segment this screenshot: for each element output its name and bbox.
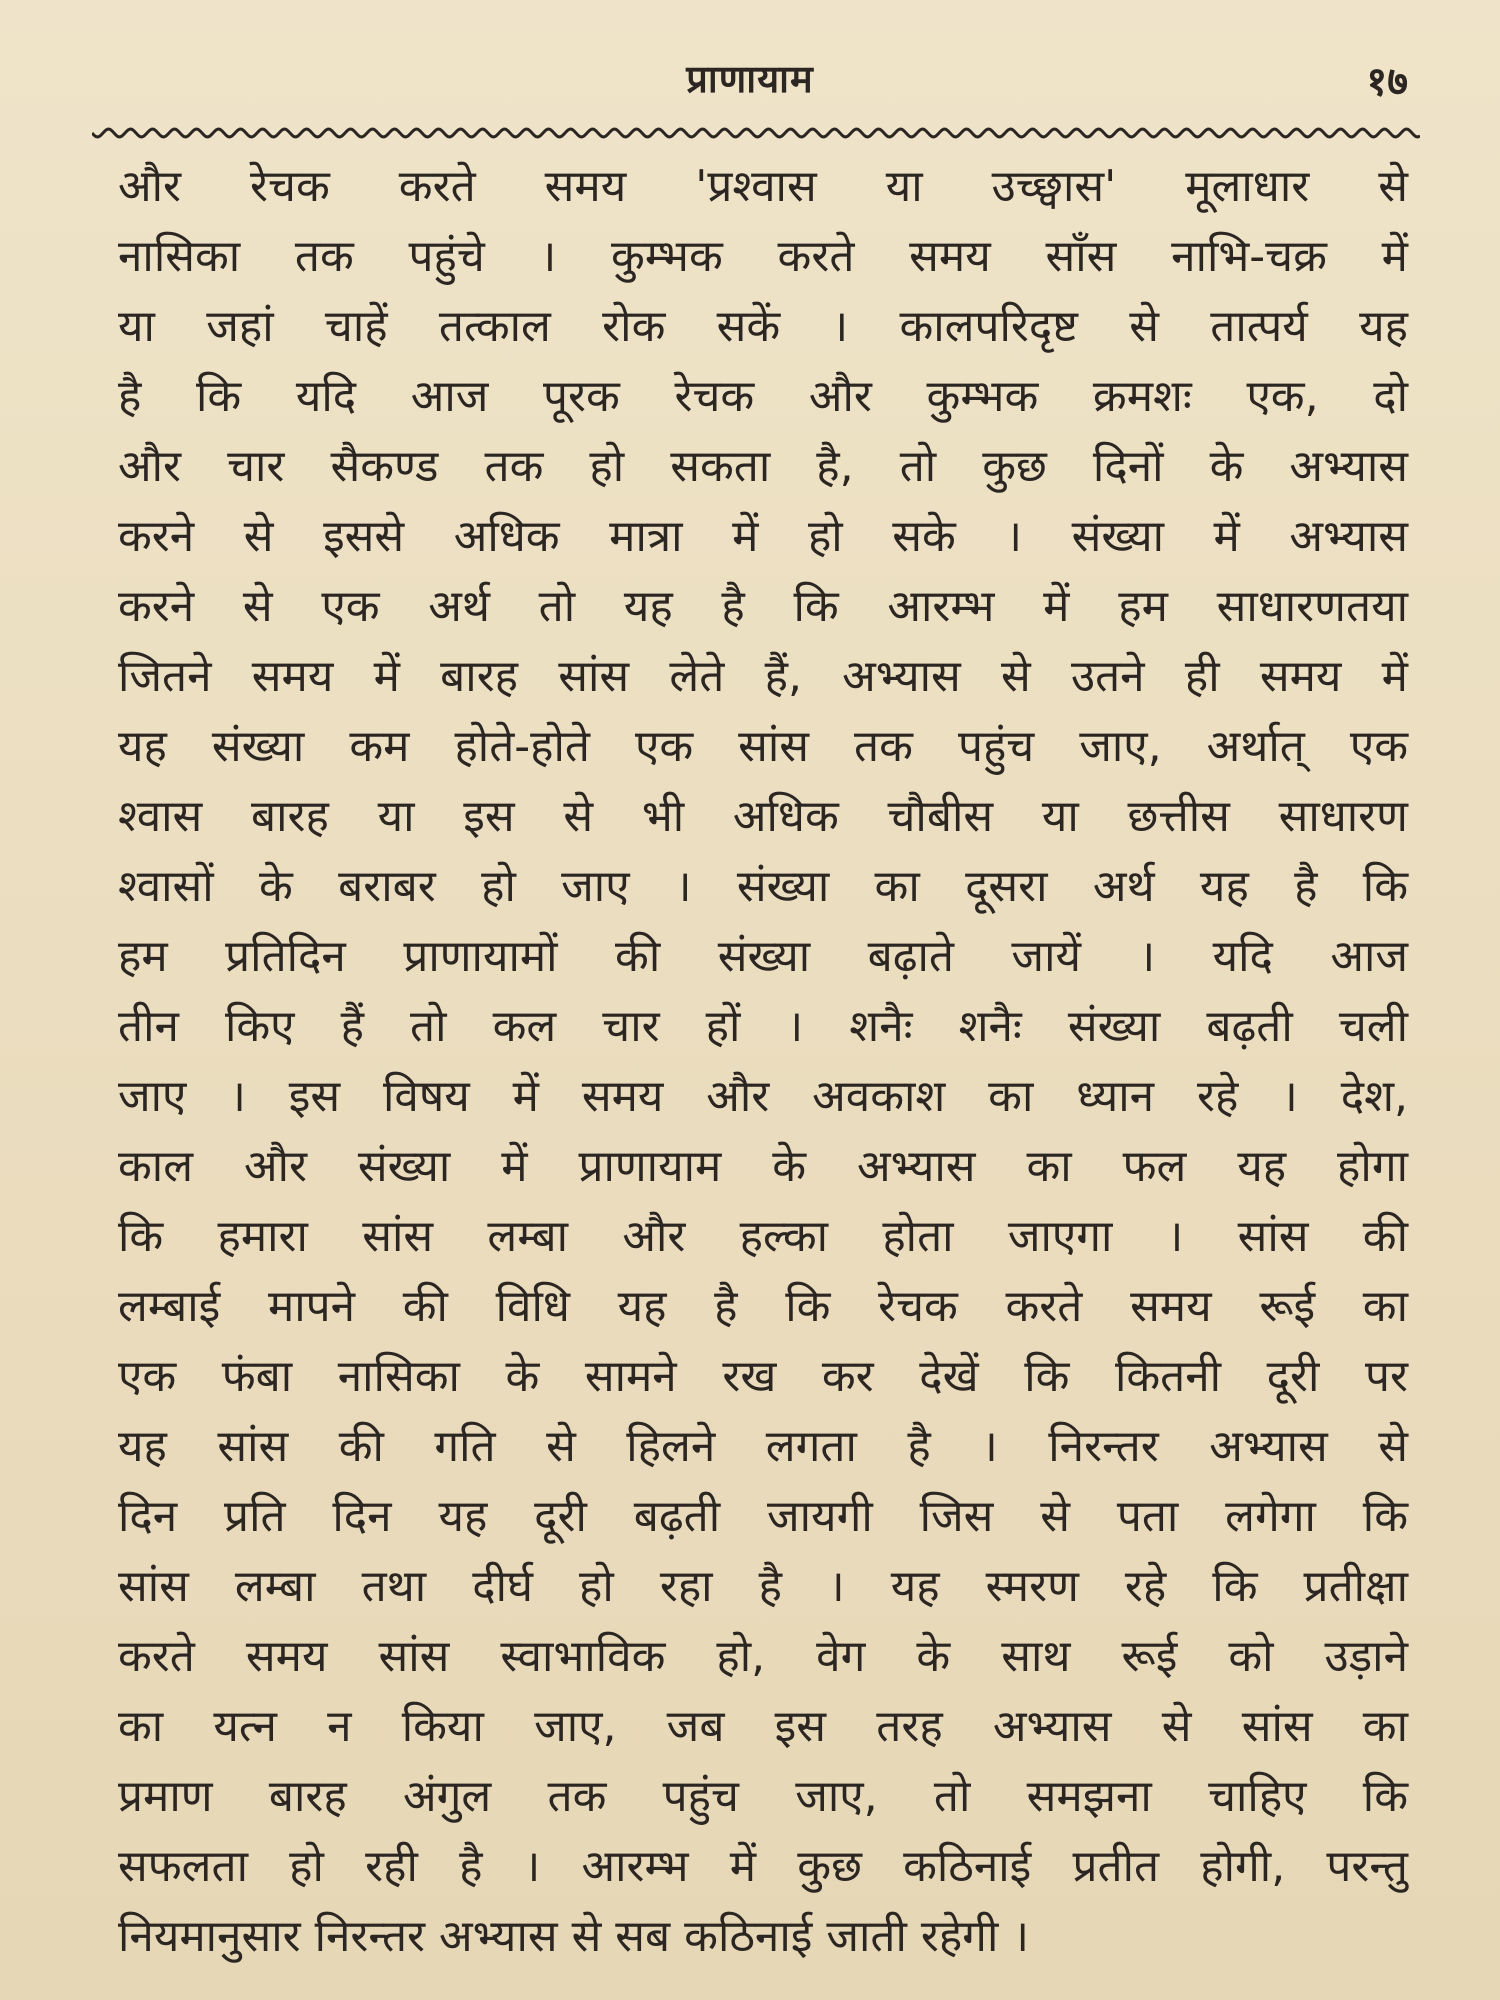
text-line: और चार सैकण्ड तक हो सकता है, तो कुछ दिनों के अभ्यास — [118, 441, 1408, 492]
page-header — [0, 52, 1500, 112]
text-line: सांस लम्बा तथा दीर्घ हो रहा है । यह स्मरण रहे कि प्रतीक्षा — [118, 1561, 1408, 1612]
body-text — [118, 152, 1408, 1972]
text-line: करने से इससे अधिक मात्रा में हो सके । संख्या में अभ्यास — [118, 511, 1408, 562]
text-line: सफलता हो रही है । आरम्भ में कुछ कठिनाई प्रतीत होगी, परन्तु — [118, 1841, 1408, 1892]
text-line: दिन प्रति दिन यह दूरी बढ़ती जायगी जिस से पता लगेगा कि — [118, 1491, 1408, 1542]
text-line: एक फंबा नासिका के सामने रख कर देखें कि कितनी दूरी पर — [118, 1351, 1408, 1402]
text-line: तीन किए हैं तो कल चार हों । शनैः शनैः संख्या बढ़ती चली — [118, 1001, 1408, 1052]
running-title: प्राणायाम — [686, 57, 814, 101]
text-line: जाए । इस विषय में समय और अवकाश का ध्यान रहे । देश, — [118, 1071, 1408, 1122]
text-line: नासिका तक पहुंचे । कुम्भक करते समय साँस नाभि-चक्र में — [118, 231, 1408, 282]
text-line: है कि यदि आज पूरक रेचक और कुम्भक क्रमशः एक, दो — [118, 371, 1408, 422]
text-line: और रेचक करते समय 'प्रश्वास या उच्छ्वास' मूलाधार से — [118, 161, 1408, 212]
text-line: करते समय सांस स्वाभाविक हो, वेग के साथ रूई को उड़ाने — [118, 1631, 1408, 1682]
text-line: या जहां चाहें तत्काल रोक सकें । कालपरिदृष्ट से तात्पर्य यह — [118, 301, 1408, 352]
text-line: लम्बाई मापने की विधि यह है कि रेचक करते समय रूई का — [118, 1281, 1408, 1332]
text-line: हम प्रतिदिन प्राणायामों की संख्या बढ़ाते जायें । यदि आज — [118, 931, 1408, 982]
text-line: नियमानुसार निरन्तर अभ्यास से सब कठिनाई जाती रहेगी । — [118, 1911, 1030, 1962]
text-line: करने से एक अर्थ तो यह है कि आरम्भ में हम साधारणतया — [118, 581, 1408, 632]
text-line: श्वास बारह या इस से भी अधिक चौबीस या छत्तीस साधारण — [118, 791, 1408, 842]
text-line: जितने समय में बारह सांस लेते हैं, अभ्यास से उतने ही समय में — [118, 651, 1408, 702]
text-line: कि हमारा सांस लम्बा और हल्का होता जाएगा । सांस की — [118, 1211, 1408, 1262]
text-line: श्वासों के बराबर हो जाए । संख्या का दूसरा अर्थ यह है कि — [118, 861, 1408, 912]
text-line: यह सांस की गति से हिलने लगता है । निरन्तर अभ्यास से — [118, 1421, 1408, 1472]
text-line: यह संख्या कम होते-होते एक सांस तक पहुंच जाए, अर्थात् एक — [118, 721, 1408, 772]
text-line: काल और संख्या में प्राणायाम के अभ्यास का फल यह होगा — [118, 1141, 1408, 1192]
header-wavy-rule — [92, 124, 1420, 142]
text-line: का यत्न न किया जाए, जब इस तरह अभ्यास से सांस का — [118, 1701, 1408, 1752]
page-number: १७ — [1366, 59, 1408, 105]
text-line: प्रमाण बारह अंगुल तक पहुंच जाए, तो समझना चाहिए कि — [118, 1771, 1408, 1822]
